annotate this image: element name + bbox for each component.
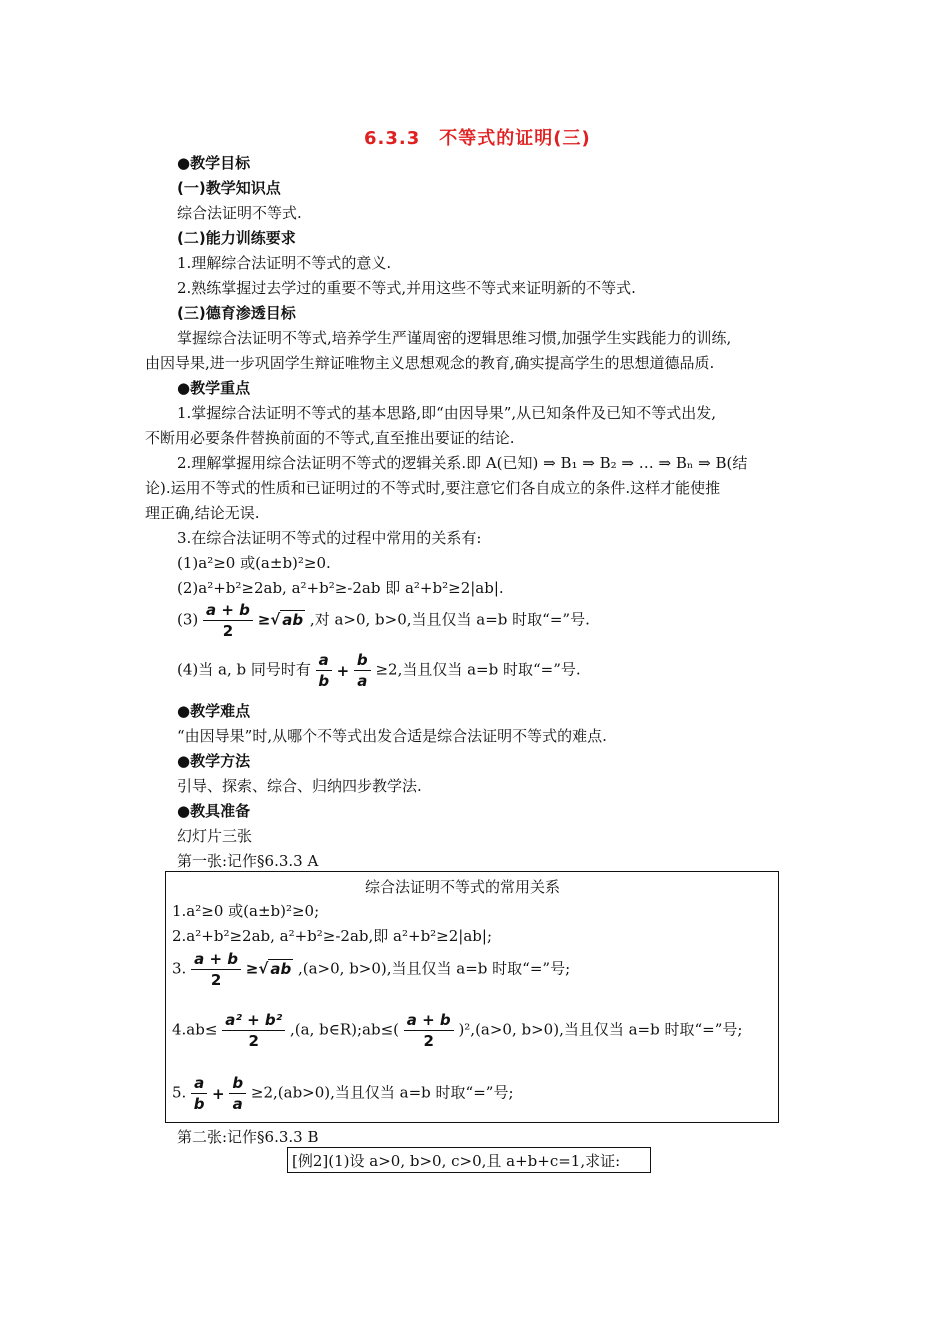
geq-symbol: ≥ [257, 610, 271, 629]
focus-p1-line-2: 不断用必要条件替换前面的不等式,直至推出要证的结论. [145, 429, 515, 447]
goals-s2-heading: (二)能力训练要求 [177, 229, 296, 247]
slide-a-line-3-suffix: ,(a>0, b>0),当且仅当 a=b 时取“=”号; [297, 959, 571, 978]
fraction-denominator: b [318, 672, 330, 690]
goals-s2-item-2: 2.熟练掌握过去学过的重要不等式,并用这些不等式来证明新的不等式. [177, 279, 636, 297]
fraction-denominator: 2 [210, 971, 222, 989]
slide-a-line-2: 2.a²+b²≥2ab, a²+b²≥-2ab,即 a²+b²≥2|ab|; [172, 927, 493, 945]
tools-heading: ●教具准备 [177, 802, 251, 820]
geq-symbol: ≥ [245, 959, 259, 978]
method-heading: ●教学方法 [177, 752, 251, 770]
goals-s3-heading: (三)德育渗透目标 [177, 304, 296, 322]
fraction-a2-plus-b2-over-2 [222, 1010, 285, 1051]
fraction-numerator: a² + b² [222, 1010, 285, 1031]
slide-a-line-4-mid: ,(a, b∈R);ab≤( [290, 1020, 399, 1039]
relation-4-prefix: (4)当 a, b 同号时有 [177, 660, 311, 679]
fraction-denominator: b [193, 1095, 205, 1113]
focus-p3: 3.在综合法证明不等式的过程中常用的关系有: [177, 529, 482, 547]
fraction-numerator: a + b [203, 600, 253, 621]
goals-s1-text: 综合法证明不等式. [177, 204, 302, 222]
fraction-numerator: a + b [191, 949, 241, 970]
fraction-b-over-a [354, 650, 371, 691]
fraction-numerator: a [191, 1073, 207, 1094]
fraction-denominator: 2 [222, 622, 234, 640]
sqrt-ab: ≥√ ab [257, 610, 304, 629]
fraction-denominator: a [357, 672, 368, 690]
relation-4 [177, 650, 581, 691]
goals-heading: ●教学目标 [177, 154, 251, 172]
slide-a-line-5-prefix: 5. [172, 1083, 187, 1102]
relation-4-suffix: ≥2,当且仅当 a=b 时取“=”号. [375, 660, 581, 679]
fraction-a-plus-b-over-2 [191, 949, 241, 990]
focus-p2-line-1: 2.理解掌握用综合法证明不等式的逻辑关系.即 A(已知) ⇒ B₁ ⇒ B₂ ⇒ … ⇒ Bₙ ⇒ B(结 [177, 454, 748, 472]
slide-a-line-5 [172, 1073, 514, 1114]
tools-text: 幻灯片三张 [177, 827, 253, 845]
goals-s3-line-1: 掌握综合法证明不等式,培养学生严谨周密的逻辑思维习惯,加强学生实践能力的训练, [177, 329, 732, 347]
slide-a-line-4-suffix: )²,(a>0, b>0),当且仅当 a=b 时取“=”号; [458, 1020, 743, 1039]
page-title: 6.3.3 不等式的证明(三) [364, 128, 591, 149]
slide-2-label: 第二张:记作§6.3.3 B [177, 1128, 319, 1146]
sqrt-ab: ≥√ ab [245, 959, 292, 978]
slide-1-label: 第一张:记作§6.3.3 A [177, 852, 319, 870]
slide-a-line-5-suffix: ≥2,(ab>0),当且仅当 a=b 时取“=”号; [250, 1083, 514, 1102]
fraction-numerator: a + b [404, 1010, 454, 1031]
slide-a-title: 综合法证明不等式的常用关系 [365, 878, 561, 896]
fraction-numerator: a [316, 650, 332, 671]
slide-a-line-4 [172, 1010, 742, 1051]
radicand: ab [270, 959, 292, 978]
fraction-a-plus-b-over-2 [404, 1010, 454, 1051]
fraction-denominator: 2 [423, 1032, 434, 1050]
slide-b-text: [例2](1)设 a>0, b>0, c>0,且 a+b+c=1,求证: [292, 1152, 621, 1170]
fraction-a-plus-b-over-2 [203, 600, 253, 641]
fraction-a-over-b [316, 650, 332, 691]
slide-a-line-4-prefix: 4.ab≤ [172, 1020, 218, 1039]
fraction-a-over-b [191, 1073, 207, 1114]
difficulty-heading: ●教学难点 [177, 702, 251, 720]
plus-symbol: + [336, 661, 350, 680]
fraction-b-over-a [229, 1073, 246, 1114]
relation-1: (1)a²≥0 或(a±b)²≥0. [177, 554, 331, 572]
focus-p1-line-1: 1.掌握综合法证明不等式的基本思路,即“由因导果”,从已知条件及已知不等式出发, [177, 404, 716, 422]
slide-a-line-3-prefix: 3. [172, 959, 187, 978]
radicand: ab [282, 610, 304, 629]
difficulty-text: “由因导果”时,从哪个不等式出发合适是综合法证明不等式的难点. [177, 727, 607, 745]
relation-3-prefix: (3) [177, 610, 199, 629]
fraction-denominator: 2 [248, 1032, 259, 1050]
focus-heading: ●教学重点 [177, 379, 251, 397]
fraction-denominator: a [232, 1095, 243, 1113]
method-text: 引导、探索、综合、归纳四步教学法. [177, 777, 422, 795]
focus-p2-line-2: 论).运用不等式的性质和已证明过的不等式时,要注意它们各自成立的条件.这样才能使推 [145, 479, 721, 497]
fraction-numerator: b [354, 650, 371, 671]
goals-s3-line-2: 由因导果,进一步巩固学生辩证唯物主义思想观念的教育,确实提高学生的思想道德品质. [145, 354, 715, 372]
plus-symbol: + [212, 1084, 225, 1103]
fraction-numerator: b [229, 1073, 246, 1094]
goals-s1-heading: (一)教学知识点 [177, 179, 281, 197]
focus-p2-line-3: 理正确,结论无误. [145, 504, 260, 522]
slide-a-line-3 [172, 949, 570, 990]
slide-a-line-1: 1.a²≥0 或(a±b)²≥0; [172, 902, 320, 920]
goals-s2-item-1: 1.理解综合法证明不等式的意义. [177, 254, 392, 272]
relation-2: (2)a²+b²≥2ab, a²+b²≥-2ab 即 a²+b²≥2|ab|. [177, 579, 504, 597]
relation-3-suffix: ,对 a>0, b>0,当且仅当 a=b 时取“=”号. [309, 610, 590, 629]
relation-3 [177, 600, 590, 641]
